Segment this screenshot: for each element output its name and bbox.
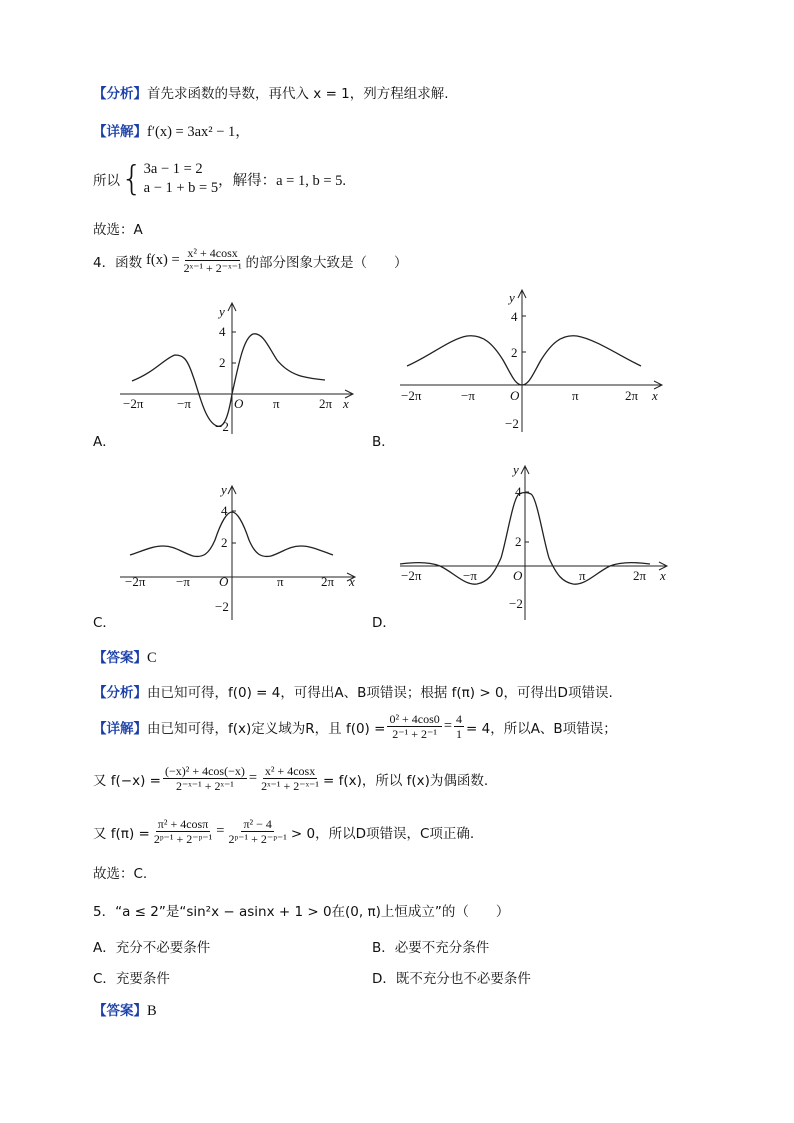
- analysis-tag: 【分析】: [93, 685, 147, 701]
- origin-label: O: [510, 388, 520, 403]
- q3-detail-line: [93, 120, 250, 141]
- option-d-label: D．: [372, 615, 396, 631]
- q4-detail-b-prefix: 又 f(−x) =: [93, 772, 161, 789]
- equals-sign: =: [443, 718, 452, 734]
- q4-analysis-line: [93, 681, 613, 701]
- y-label: y: [219, 304, 225, 319]
- detail-tag: 【详解】: [93, 720, 147, 737]
- tick-label-4: 4: [515, 484, 522, 499]
- q4-detail-c-end: > 0，所以D项错误，C项正确.: [290, 825, 475, 842]
- tick-label-2pi: 2π: [319, 396, 333, 411]
- fraction-denominator: 2⁻¹ + 2⁻¹: [392, 727, 437, 741]
- q5-answer-line: [93, 999, 157, 1020]
- x-label: x: [660, 568, 666, 583]
- q3-system-suffix: ，解得：a = 1, b = 5.: [218, 172, 347, 189]
- option-a-label: A．: [93, 434, 116, 450]
- q4-stem: [93, 246, 408, 275]
- q3-system-eq2: a − 1 + b = 5: [143, 180, 219, 196]
- fraction: [226, 817, 288, 846]
- y-label: y: [509, 290, 515, 305]
- origin-label: O: [513, 568, 523, 583]
- q4-analysis-text: 由已知可得，f(0) = 4，可得出A、B项错误；根据 f(π) > 0，可得出D项错误.: [147, 685, 613, 701]
- q4-detail-a-end: = 4，所以A、B项错误；: [466, 720, 617, 737]
- tick-label-2pi: 2π: [633, 568, 647, 583]
- graph-b-curve: [407, 336, 641, 385]
- fraction: [387, 712, 441, 741]
- tick-label-neg2pi: −2π: [123, 396, 144, 411]
- tick-label-pi: π: [273, 396, 280, 411]
- fraction-numerator: x² + 4cosx: [187, 246, 238, 260]
- fraction-denominator: 2ᵖ⁻¹ + 2⁻ᵖ⁻¹: [153, 832, 213, 846]
- q5-option-a: A．充分不必要条件: [93, 940, 211, 956]
- q4-choice: 故选：C.: [93, 866, 148, 882]
- fraction-denominator: 2ˣ⁻¹ + 2⁻ˣ⁻¹: [183, 261, 242, 275]
- q3-system-prefix: 所以: [93, 173, 120, 189]
- q5-option-d: D．既不充分也不必要条件: [372, 971, 531, 987]
- q4-stem-suffix: 的部分图象大致是（ ）: [245, 254, 408, 271]
- fraction: [163, 764, 247, 793]
- tick-label-4: 4: [221, 503, 228, 518]
- tick-label-neg2pi: −2π: [401, 388, 422, 403]
- analysis-tag: 【分析】: [93, 86, 147, 102]
- tick-label-2pi: 2π: [625, 388, 639, 403]
- origin-label: O: [219, 574, 229, 589]
- fraction: [454, 712, 464, 741]
- q3-system-eq1: 3a − 1 = 2: [143, 161, 203, 177]
- tick-label-2: 2: [219, 355, 226, 370]
- q4-stem-lhs: f(x) =: [146, 252, 180, 268]
- brace-icon: {: [121, 159, 143, 199]
- tick-label-neg2: −2: [505, 416, 519, 431]
- x-label: x: [349, 574, 355, 589]
- origin-label: O: [234, 396, 244, 411]
- fraction-numerator: 0² + 4cos0: [389, 712, 440, 726]
- option-b-label: B．: [372, 434, 395, 450]
- q3-derivative: f′(x) = 3ax² − 1，: [147, 124, 250, 140]
- x-label: x: [343, 396, 349, 411]
- tick-label-2: 2: [511, 345, 518, 360]
- tick-label-negpi: −π: [177, 396, 191, 411]
- q5-stem: 5．“a ≤ 2”是“sin²x − asinx + 1 > 0在(0, π)上恒成立”的（ ）: [93, 904, 510, 920]
- answer-tag: 【答案】: [93, 1003, 147, 1019]
- detail-tag: 【详解】: [93, 124, 147, 140]
- y-label: y: [513, 462, 519, 477]
- graph-a-curve: [132, 334, 325, 427]
- x-label: x: [652, 388, 658, 403]
- tick-label-negpi: −π: [461, 388, 475, 403]
- fraction-numerator: x² + 4cosx: [264, 764, 316, 778]
- q4-detail-line-3: 又 f(π) = $\frac{\text{π² + 4cosπ}}{\text{2ᵖ⁻¹ + 2⁻ᵖ⁻¹}}$ = $\frac{\text{π² − 4}}{\text{2ᵖ⁻¹ + 2⁻ᵖ⁻¹}}$ > 0，所以D项错误，C项正确.: [93, 817, 475, 846]
- tick-label-2: 2: [221, 535, 228, 550]
- q4-detail-c-prefix: 又 f(π) =: [93, 825, 150, 842]
- fraction-denominator: 2ˣ⁻¹ + 2⁻ˣ⁻¹: [261, 779, 319, 793]
- tick-label-pi: π: [277, 574, 284, 589]
- graph-a: [115, 298, 360, 438]
- option-c-label: C．: [93, 615, 116, 631]
- q5-option-c: C．充要条件: [93, 971, 170, 987]
- graph-d: [395, 458, 675, 626]
- tick-label-2: 2: [515, 534, 522, 549]
- q3-analysis-text: 首先求函数的导数，再代入 x = 1，列方程组求解.: [147, 86, 449, 102]
- q4-detail-a: 由已知可得，f(x)定义域为R，且 f(0) =: [147, 720, 386, 737]
- fraction-numerator: (−x)² + 4cos(−x): [164, 764, 245, 778]
- q4-detail-line-1: [93, 712, 617, 741]
- q3-system-line: [93, 160, 346, 198]
- fraction: [152, 817, 214, 846]
- tick-label-neg2pi: −2π: [401, 568, 422, 583]
- fraction-numerator: π² + 4cosπ: [157, 817, 209, 831]
- q4-stem-fraction: [182, 246, 244, 275]
- q5-option-b: B．必要不充分条件: [372, 940, 490, 956]
- graph-c: [115, 480, 360, 625]
- tick-label-pi: π: [579, 568, 586, 583]
- tick-label-neg2: −2: [215, 419, 229, 434]
- tick-label-pi: π: [572, 388, 579, 403]
- fraction-denominator: 2ᵖ⁻¹ + 2⁻ᵖ⁻¹: [228, 832, 287, 846]
- q3-choice: 故选：A: [93, 222, 143, 238]
- tick-label-4: 4: [511, 309, 518, 324]
- fraction: [259, 764, 321, 793]
- q4-detail-b-end: = f(x)，所以 f(x)为偶函数.: [322, 772, 489, 789]
- graph-b: [395, 284, 670, 439]
- tick-label-2pi: 2π: [321, 574, 335, 589]
- fraction-denominator: 1: [456, 727, 462, 741]
- tick-label-neg2: −2: [215, 599, 229, 614]
- fraction-denominator: 2⁻ˣ⁻¹ + 2ˣ⁻¹: [175, 779, 234, 793]
- answer-tag: 【答案】: [93, 650, 147, 666]
- tick-label-neg2pi: −2π: [125, 574, 146, 589]
- tick-label-4: 4: [219, 324, 226, 339]
- q4-detail-line-2: 又 f(−x) = $\frac{\text{(−x)² + 4cos(−x)}}{\text{2⁻ˣ⁻¹ + 2ˣ⁻¹}}$ = $\frac{\text{x² + 4cosx}}{\text{2ˣ⁻¹ + 2⁻ˣ⁻¹}}$ = f(x)，所以 f(x)为偶函数.: [93, 764, 489, 793]
- q3-analysis-line: [93, 82, 449, 102]
- q4-stem-prefix: 4．函数: [93, 254, 143, 271]
- tick-label-negpi: −π: [463, 568, 477, 583]
- q4-answer-line: [93, 646, 157, 667]
- fraction-numerator: 4: [456, 712, 462, 726]
- q4-answer: C: [147, 650, 157, 666]
- q3-system: [144, 160, 218, 198]
- fraction-numerator: π² − 4: [243, 817, 272, 831]
- y-label: y: [221, 482, 227, 497]
- q5-answer: B: [147, 1003, 157, 1019]
- tick-label-neg2: −2: [509, 596, 523, 611]
- tick-label-negpi: −π: [176, 574, 190, 589]
